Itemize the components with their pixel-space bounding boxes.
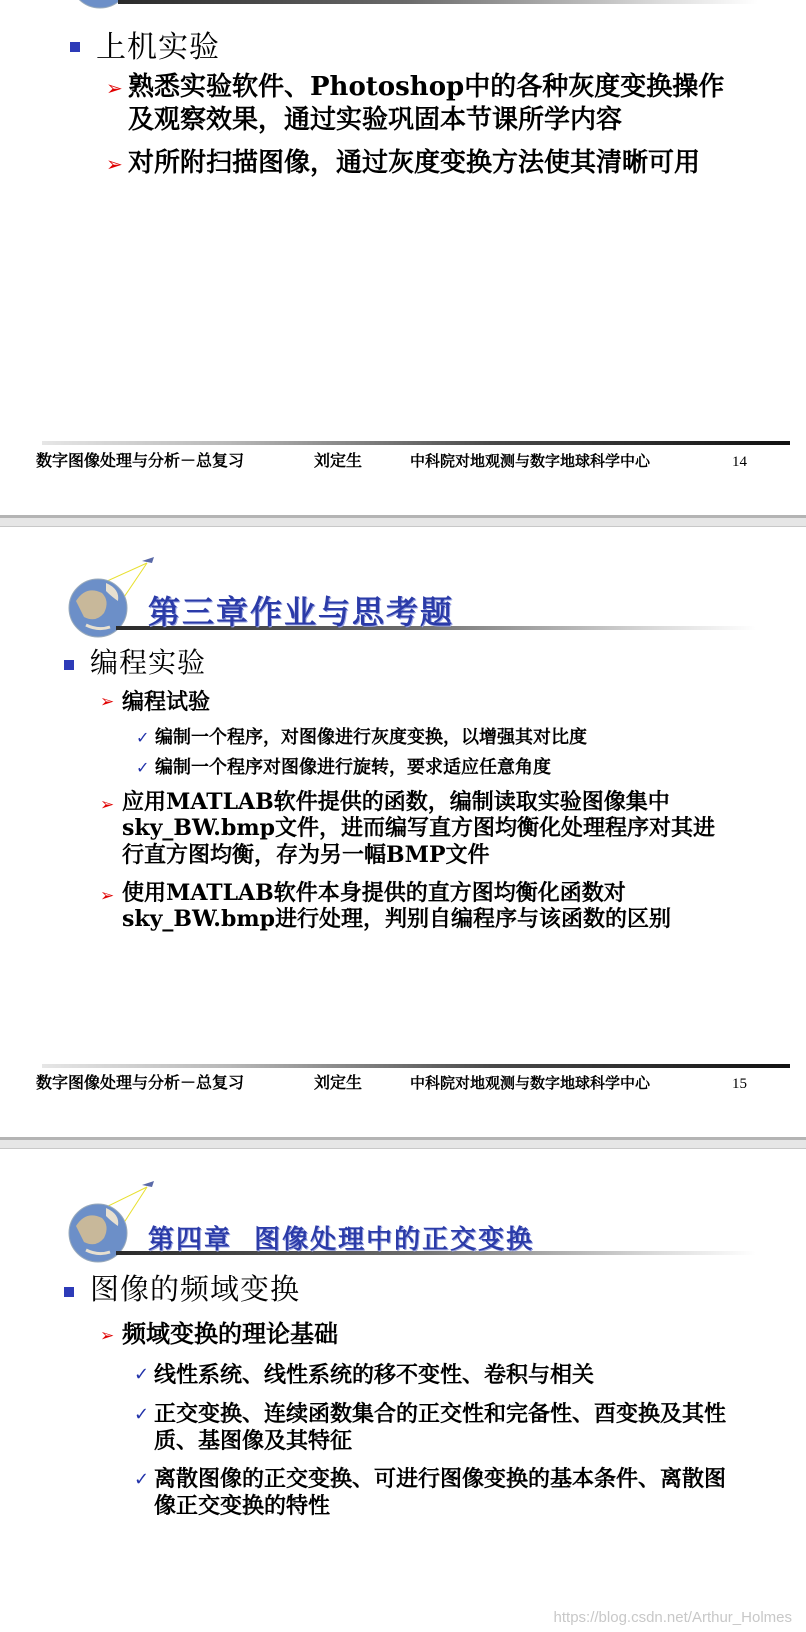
page-number: 14 — [732, 454, 747, 470]
check-icon: ✓ — [136, 728, 150, 747]
slide-title: 第四章 图像处理中的正交变换 — [148, 1225, 535, 1255]
footer-rule — [42, 441, 790, 445]
footer-org: 中科院对地观测与数字地球科学中心 — [410, 452, 651, 470]
title-underline — [118, 0, 758, 4]
footer-author: 刘定生 — [314, 1073, 363, 1092]
slide-separator — [0, 515, 806, 527]
arrow-bullet-icon: ➢ — [100, 886, 115, 906]
bullet-text: 对所附扫描图像，通过灰度变换方法使其清晰可用 — [128, 148, 701, 178]
bullet-square — [64, 1287, 74, 1297]
check-item: 线性系统、线性系统的移不变性、卷积与相关 — [154, 1362, 595, 1388]
slide-15 — [0, 527, 806, 1137]
arrow-bullet-icon: ➢ — [106, 76, 123, 100]
check-icon: ✓ — [136, 758, 150, 777]
bullet-square — [64, 660, 74, 670]
bullet-text: 使用MATLAB软件本身提供的直方图均衡化函数对sky_BW.bmp进行处理，判别自编程序与该函数的区别 — [122, 880, 671, 933]
footer-course: 数字图像处理与分析－总复习 — [36, 451, 245, 470]
check-icon: ✓ — [134, 1364, 150, 1385]
section-heading: 上机实验 — [96, 30, 220, 65]
footer-course: 数字图像处理与分析－总复习 — [36, 1073, 245, 1092]
arrow-bullet-icon: ➢ — [100, 795, 115, 815]
page-number: 15 — [732, 1076, 747, 1092]
arrow-bullet-icon: ➢ — [100, 1326, 115, 1346]
check-item: 编制一个程序，对图像进行灰度变换，以增强其对比度 — [155, 727, 587, 748]
sub-heading: 编程试验 — [122, 689, 211, 715]
slide-title: 第三章作业与思考题 — [148, 593, 455, 631]
bullet-square — [70, 42, 80, 52]
arrow-bullet-icon: ➢ — [100, 692, 115, 712]
section-heading: 图像的频域变换 — [90, 1272, 301, 1306]
check-icon: ✓ — [134, 1404, 150, 1425]
footer-rule — [42, 1064, 790, 1068]
check-item: 离散图像的正交变换、可进行图像变换的基本条件、离散图像正交变换的特性 — [154, 1466, 727, 1519]
sub-heading: 频域变换的理论基础 — [122, 1319, 338, 1348]
check-icon: ✓ — [134, 1469, 150, 1490]
slide-16 — [0, 1149, 806, 1632]
footer-author: 刘定生 — [314, 451, 363, 470]
bullet-text: 应用MATLAB软件提供的函数，编制读取实验图像集中sky_BW.bmp文件，进而编写直方图均衡化处理程序对其进行直方图均衡，存为另一幅BMP文件 — [122, 789, 715, 868]
bullet-text: 熟悉实验软件、Photoshop中的各种灰度变换操作及观察效果，通过实验巩固本节课所学内容 — [128, 72, 725, 135]
slide-separator — [0, 1137, 806, 1149]
check-item: 编制一个程序对图像进行旋转，要求适应任意角度 — [155, 757, 551, 778]
footer-org: 中科院对地观测与数字地球科学中心 — [410, 1074, 651, 1092]
section-heading: 编程实验 — [90, 646, 207, 679]
arrow-bullet-icon: ➢ — [106, 152, 123, 176]
check-item: 正交变换、连续函数集合的正交性和完备性、酉变换及其性质、基图像及其特征 — [154, 1401, 727, 1454]
slide-14 — [0, 0, 806, 515]
watermark: https://blog.csdn.net/Arthur_Holmes — [553, 1609, 792, 1626]
